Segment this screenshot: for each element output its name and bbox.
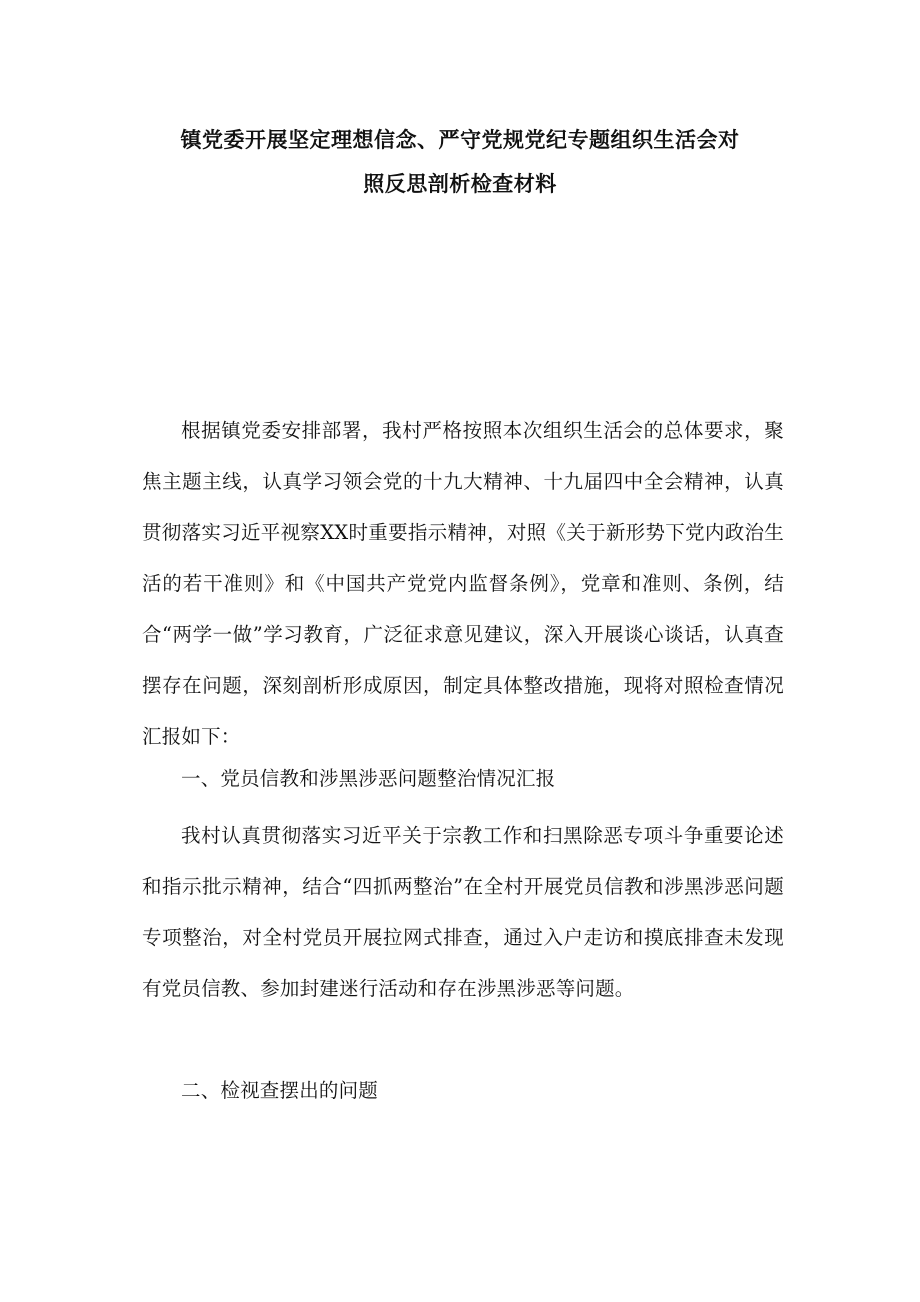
section-1-heading: 一、党员信教和涉黑涉恶问题整治情况汇报 — [181, 767, 556, 790]
document-title-line-2: 照反思剖析检查材料 — [363, 172, 557, 196]
section-1-paragraph: 我村认真贯彻落实习近平关于宗教工作和扫黑除恶专项斗争重要论述和指示批示精神，结合“四抓两整治”在全村开展党员信教和涉黑涉恶问题专项整治，对全村党员开展拉网式排查，通过入户走访和摸底排查未发现有党员信教、参加封建迷行活动和存在涉黑涉恶等问题。 — [142, 824, 784, 1000]
section-2-heading: 二、检视查摆出的问题 — [181, 1079, 379, 1102]
document-title — [130, 118, 790, 206]
document-title-line-1: 镇党委开展坚定理想信念、严守党规党纪专题组织生活会对 — [180, 128, 740, 152]
intro-paragraph: 根据镇党委安排部署，我村严格按照本次组织生活会的总体要求，聚焦主题主线，认真学习领会党的十九大精神、十九届四中全会精神，认真贯彻落实习近平视察XX时重要指示精神，对照《关于新形势下党内政治生活的若干准则》和《中国共产党党内监督条例》，党章和准则、条例，结合“两学一做”学习教育，广泛征求意见建议，深入开展谈心谈话，认真查摆存在问题，深刻剖析形成原因，制定具体整改措施，现将对照检查情况汇报如下： — [142, 419, 784, 748]
